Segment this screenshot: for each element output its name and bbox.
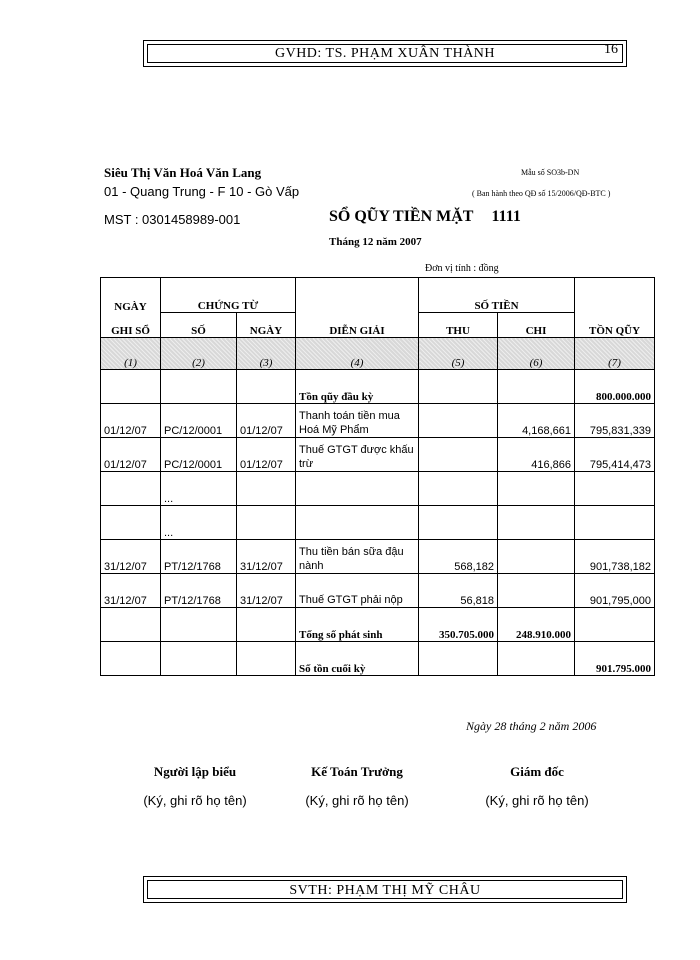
cell-doc-date: 01/12/07 [237, 404, 296, 438]
header-so-tien: SỐ TIỀN [419, 278, 575, 313]
cell-doc-date [237, 370, 296, 404]
cell-doc-date [237, 506, 296, 540]
cell-doc-date: 01/12/07 [237, 438, 296, 472]
cell-date: 01/12/07 [101, 438, 161, 472]
cell-desc [296, 472, 419, 506]
cell-balance: 901,795,000 [575, 574, 655, 608]
col-number: (7) [575, 338, 655, 370]
form-code: Mẫu số SO3b-DN [521, 168, 580, 177]
col-number: (5) [419, 338, 498, 370]
cash-ledger-table [100, 277, 655, 676]
signer-note-director: (Ký, ghi rõ họ tên) [485, 793, 589, 808]
cell-balance: 795,831,339 [575, 404, 655, 438]
cell-chi [498, 506, 575, 540]
company-address: 01 - Quang Trung - F 10 - Gò Vấp [104, 184, 300, 199]
signer-title-preparer: Người lập biểu [153, 764, 237, 779]
signature-date: Ngày 28 tháng 2 năm 2006 [466, 719, 597, 733]
cell-date: 31/12/07 [101, 540, 161, 574]
cell-thu: 568,182 [419, 540, 498, 574]
account-number: 1111 [491, 208, 521, 225]
cell-desc [296, 506, 419, 540]
signer-title-director: Giám đốc [510, 764, 564, 779]
page-footer [143, 876, 627, 903]
table-row-closing-balance [101, 642, 655, 676]
cell-doc-no [161, 608, 237, 642]
cell-desc: Số tồn cuối kỳ [296, 642, 419, 676]
header-thu: THU [419, 313, 498, 338]
cell-doc-date: 31/12/07 [237, 574, 296, 608]
signer-note-preparer: (Ký, ghi rõ họ tên) [143, 793, 247, 808]
cell-thu [419, 472, 498, 506]
cell-doc-date [237, 472, 296, 506]
table-row [101, 574, 655, 608]
tax-code: MST : 0301458989-001 [104, 212, 241, 227]
cell-desc: Thu tiền bán sữa đậu nành [296, 540, 419, 574]
header-ngay: NGÀY [101, 278, 161, 313]
cell-thu [419, 438, 498, 472]
cell-desc: Thuế GTGT phải nộp [296, 574, 419, 608]
cell-balance: 800.000.000 [575, 370, 655, 404]
cell-chi: 248.910.000 [498, 608, 575, 642]
cell-date [101, 608, 161, 642]
cell-thu [419, 506, 498, 540]
cell-doc-no: ... [161, 472, 237, 506]
cell-doc-date: 31/12/07 [237, 540, 296, 574]
column-number-row [101, 338, 655, 370]
cell-thu [419, 404, 498, 438]
form-issued-by: ( Ban hành theo QĐ số 15/2006/QĐ-BTC ) [472, 189, 611, 198]
header-row-1 [101, 278, 655, 313]
col-number: (3) [237, 338, 296, 370]
cell-chi: 416,866 [498, 438, 575, 472]
header-chi: CHI [498, 313, 575, 338]
cell-date [101, 506, 161, 540]
signer-title-chief-accountant: Kế Toán Trưởng [311, 764, 403, 779]
cell-thu: 350.705.000 [419, 608, 498, 642]
cell-doc-no: PC/12/0001 [161, 404, 237, 438]
cell-balance: 795,414,473 [575, 438, 655, 472]
table-row-totals [101, 608, 655, 642]
table-row-ellipsis [101, 472, 655, 506]
cell-doc-date [237, 642, 296, 676]
cell-doc-no: PT/12/1768 [161, 574, 237, 608]
col-number: (2) [161, 338, 237, 370]
cell-date [101, 642, 161, 676]
cell-thu [419, 642, 498, 676]
document-title-text: SỔ QŨY TIỀN MẶT [329, 208, 474, 225]
cell-doc-no [161, 370, 237, 404]
cell-thu [419, 370, 498, 404]
signer-note-chief-accountant: (Ký, ghi rõ họ tên) [305, 793, 409, 808]
cell-doc-no: PT/12/1768 [161, 540, 237, 574]
cell-chi [498, 370, 575, 404]
col-number: (6) [498, 338, 575, 370]
table-row [101, 404, 655, 438]
header-blank [575, 278, 655, 313]
col-number: (4) [296, 338, 419, 370]
document-title [329, 208, 521, 226]
document-period: Tháng 12 năm 2007 [329, 236, 422, 248]
cell-date [101, 370, 161, 404]
table-row-ellipsis [101, 506, 655, 540]
header-dien-giai: DIỄN GIẢI [296, 278, 419, 338]
table-row [101, 438, 655, 472]
col-number: (1) [101, 338, 161, 370]
cell-desc: Tổng số phát sinh [296, 608, 419, 642]
cell-doc-no [161, 642, 237, 676]
cell-balance [575, 608, 655, 642]
company-name: Siêu Thị Văn Hoá Văn Lang [104, 165, 262, 180]
cell-chi [498, 540, 575, 574]
cell-date [101, 472, 161, 506]
table-row-opening-balance [101, 370, 655, 404]
student-name: SVTH: PHẠM THỊ MỸ CHÂU [289, 883, 481, 898]
cell-chi [498, 642, 575, 676]
cell-desc: Thuế GTGT được khấu trừ [296, 438, 419, 472]
advisor-name: GVHD: TS. PHẠM XUÂN THÀNH [274, 46, 496, 61]
cell-thu: 56,818 [419, 574, 498, 608]
header-ngay-ct: NGÀY [237, 313, 296, 338]
header-chung-tu: CHỨNG TỪ [161, 278, 296, 313]
page-header [143, 40, 627, 67]
header-ghi-so: GHI SỔ [101, 313, 161, 338]
cell-doc-date [237, 608, 296, 642]
cell-doc-no: PC/12/0001 [161, 438, 237, 472]
cell-date: 31/12/07 [101, 574, 161, 608]
cell-chi [498, 472, 575, 506]
cell-desc: Tồn qũy đầu kỳ [296, 370, 419, 404]
cell-balance: 901,738,182 [575, 540, 655, 574]
cell-balance: 901.795.000 [575, 642, 655, 676]
cell-balance [575, 472, 655, 506]
cell-chi: 4,168,661 [498, 404, 575, 438]
cell-chi [498, 574, 575, 608]
header-so: SỐ [161, 313, 237, 338]
cell-desc: Thanh toán tiền mua Hoá Mỹ Phẩm [296, 404, 419, 438]
cell-date: 01/12/07 [101, 404, 161, 438]
cell-doc-no: ... [161, 506, 237, 540]
cell-balance [575, 506, 655, 540]
currency-unit: Đơn vị tính : đồng [425, 263, 499, 274]
header-ton-quy: TỒN QŨY [575, 313, 655, 338]
table-row [101, 540, 655, 574]
page-number: 16 [604, 42, 618, 57]
